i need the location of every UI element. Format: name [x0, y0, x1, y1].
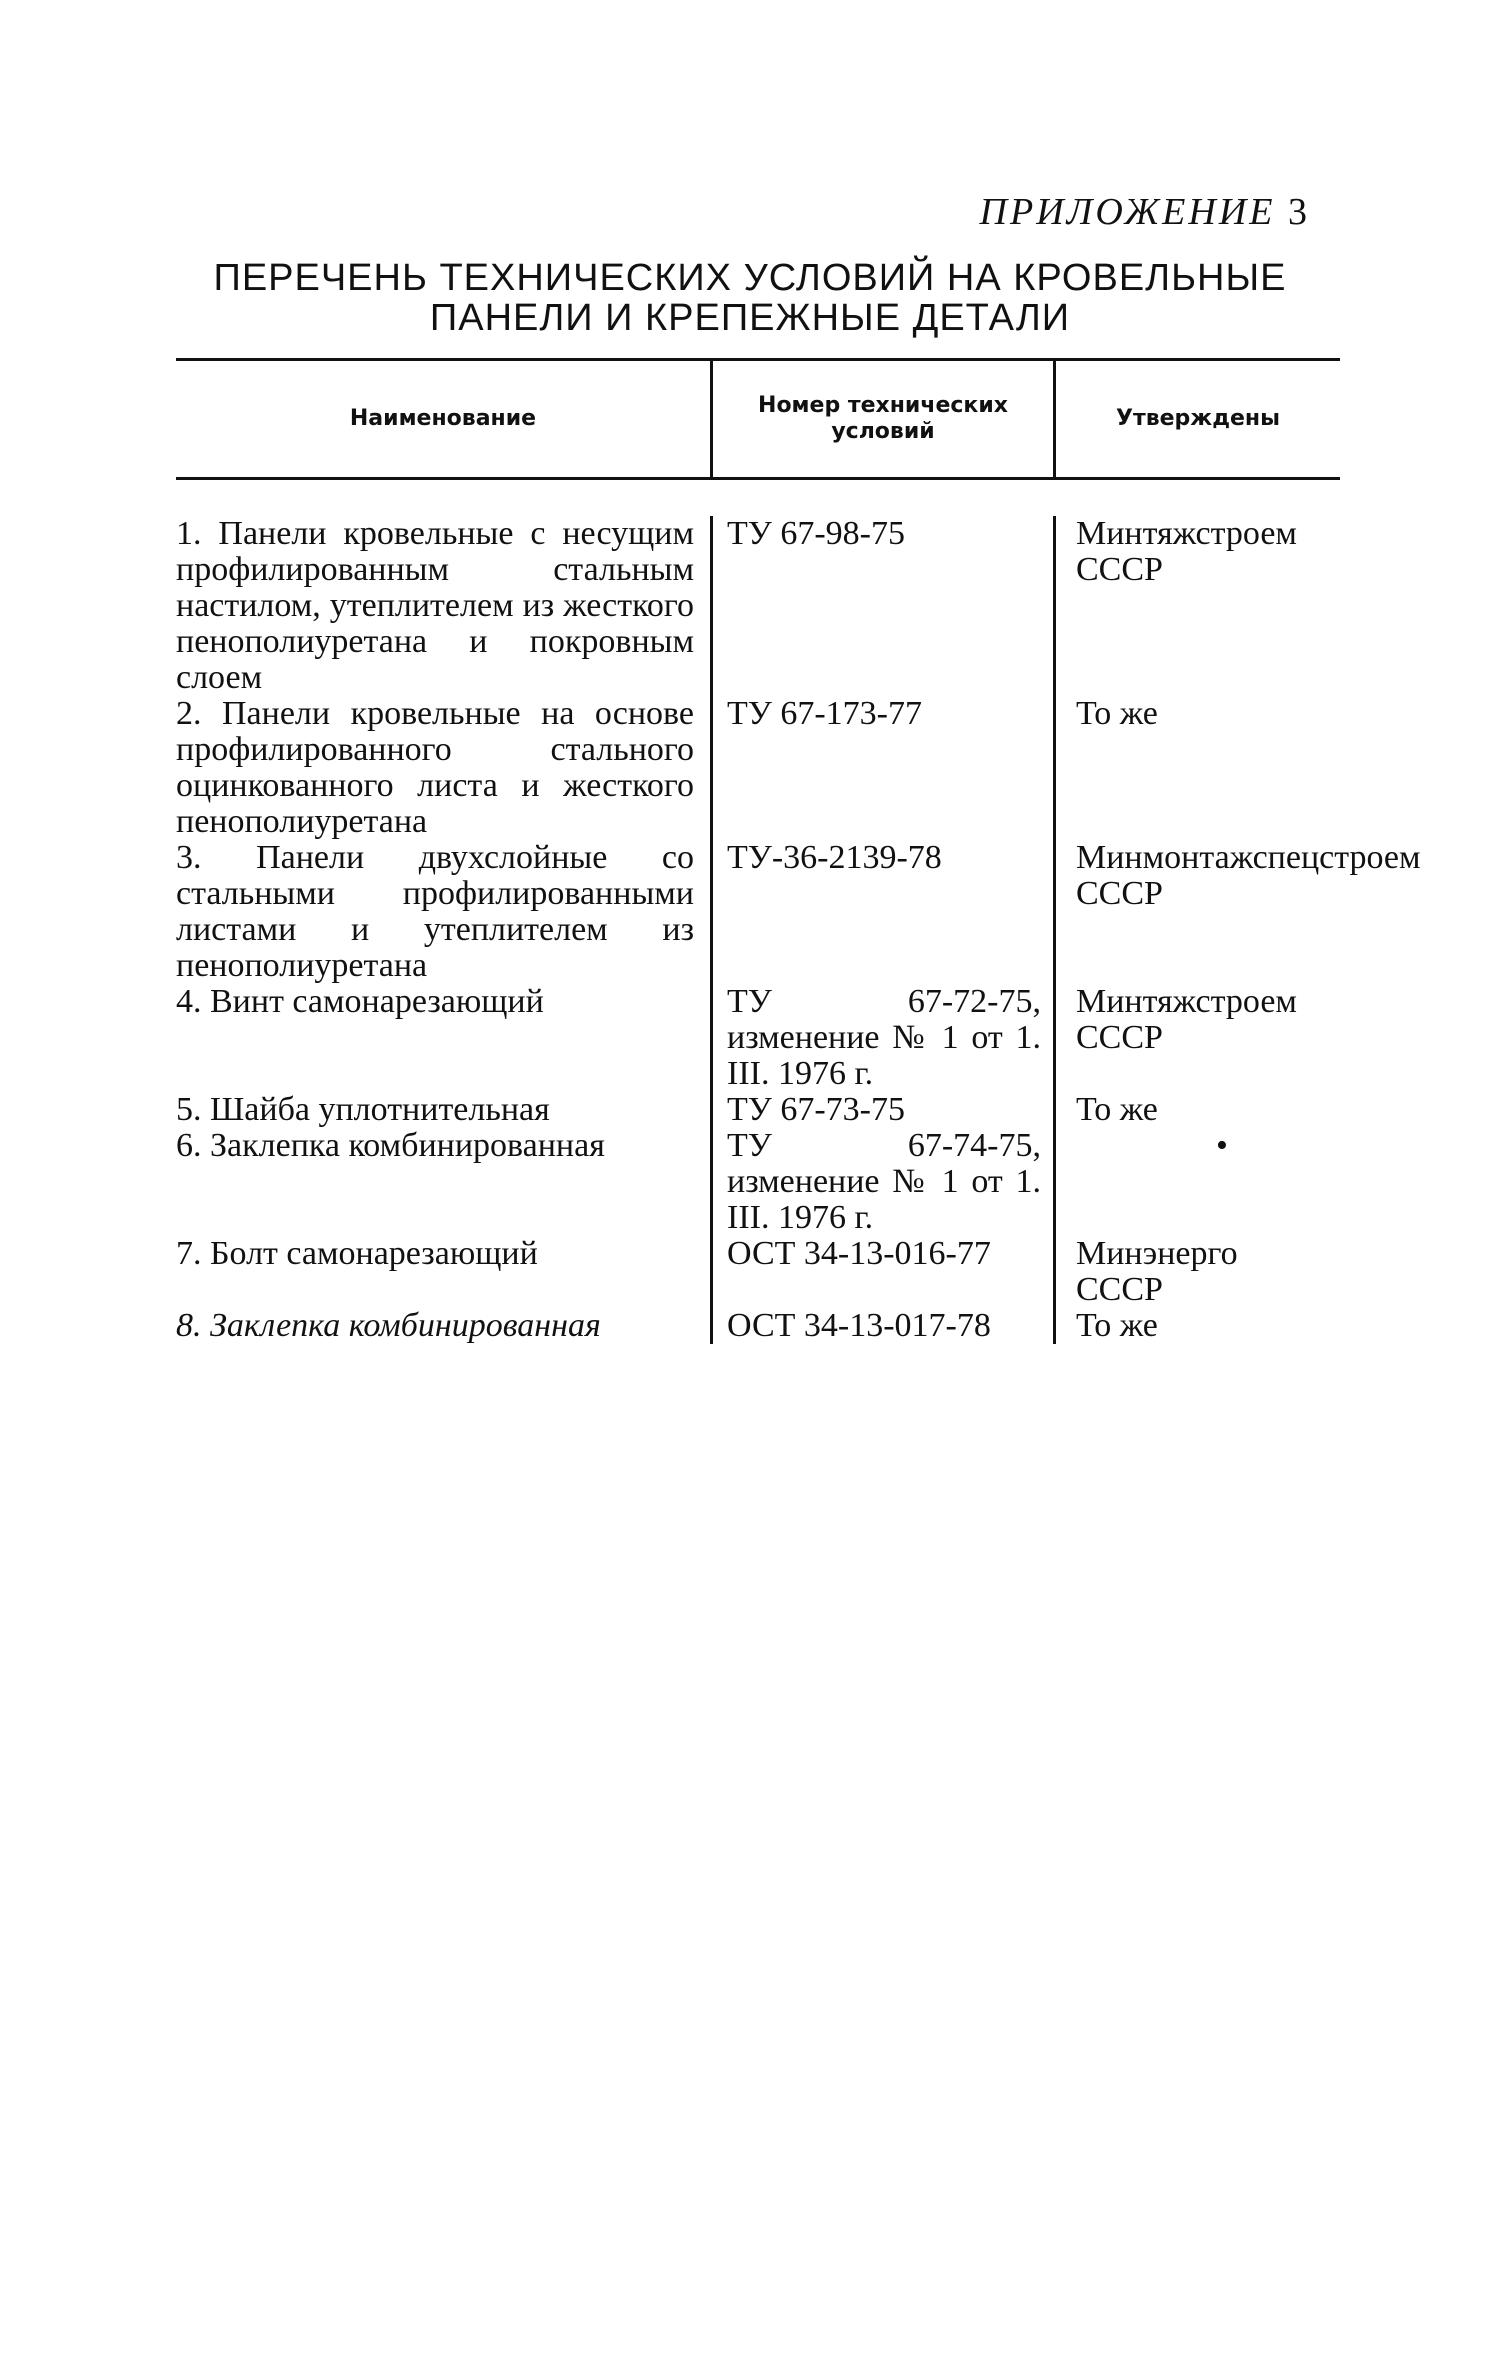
column-spec [710, 516, 1056, 1344]
row-4-approved: Минтяжстроем СССР [1076, 983, 1297, 1056]
row-5-spec: ТУ 67-73-75 [727, 1091, 905, 1128]
header-name: Наименование [349, 406, 537, 431]
row-8-approved: То же [1076, 1307, 1158, 1344]
row-6-approved: • [1216, 1127, 1228, 1164]
row-5-approved: То же [1076, 1091, 1158, 1128]
title-line-2: ПАНЕЛИ И КРЕПЕЖНЫЕ ДЕТАЛИ [429, 297, 1071, 339]
row-1-name: 1. Панели кровельные с несущим профилированным стальным настилом, утеплителем из жесткого пенополиуретана и покровным слоем [176, 515, 694, 696]
row-8-name: 8. Заклепка комбинированная [176, 1307, 601, 1344]
row-7-approved: Минэнерго СССР [1076, 1235, 1238, 1308]
spec-table [176, 358, 1421, 1404]
row-3-approved: Минмонтажспецстроем СССР [1076, 839, 1421, 912]
row-6-spec: ТУ 67-74-75, изменение № 1 от 1. III. 1976 г. [727, 1127, 1041, 1236]
header-approved: Утверждены [1116, 406, 1280, 431]
appendix-number: 3 [1288, 191, 1310, 233]
row-3-name: 3. Панели двухслойные со стальными профилированными листами и утеплителем из пенополиуретана [176, 839, 694, 984]
row-2-name: 2. Панели кровельные на основе профилированного стального оцинкованного листа и жесткого пенополиуретана [176, 695, 694, 840]
row-3-spec: ТУ-36-2139-78 [727, 839, 942, 876]
row-2-spec: ТУ 67-173-77 [727, 695, 922, 732]
table-header [176, 361, 1340, 480]
row-4-name: 4. Винт самонарезающий [176, 983, 544, 1020]
row-1-approved: Минтяжстроем СССР [1076, 515, 1297, 588]
row-7-name: 7. Болт самонарезающий [176, 1235, 538, 1272]
column-name [176, 516, 710, 1344]
row-1-spec: ТУ 67-98-75 [727, 515, 905, 552]
table-body [176, 480, 1421, 1404]
row-5-name: 5. Шайба уплотнительная [176, 1091, 550, 1128]
header-spec: Номер технических условий [710, 361, 1056, 477]
appendix-label [980, 190, 1310, 234]
document-title [160, 258, 1340, 338]
row-6-name: 6. Заклепка комбинированная [176, 1127, 605, 1164]
title-line-1: ПЕРЕЧЕНЬ ТЕХНИЧЕСКИХ УСЛОВИЙ НА КРОВЕЛЬНЫЕ [213, 257, 1287, 299]
row-8-spec: ОСТ 34-13-017-78 [727, 1307, 991, 1344]
appendix-word: ПРИЛОЖЕНИЕ [979, 191, 1276, 233]
row-7-spec: ОСТ 34-13-016-77 [727, 1235, 991, 1272]
row-4-spec: ТУ 67-72-75, изменение № 1 от 1. III. 1976 г. [727, 983, 1041, 1092]
row-2-approved: То же [1076, 695, 1158, 732]
column-approved [1056, 515, 1421, 1344]
